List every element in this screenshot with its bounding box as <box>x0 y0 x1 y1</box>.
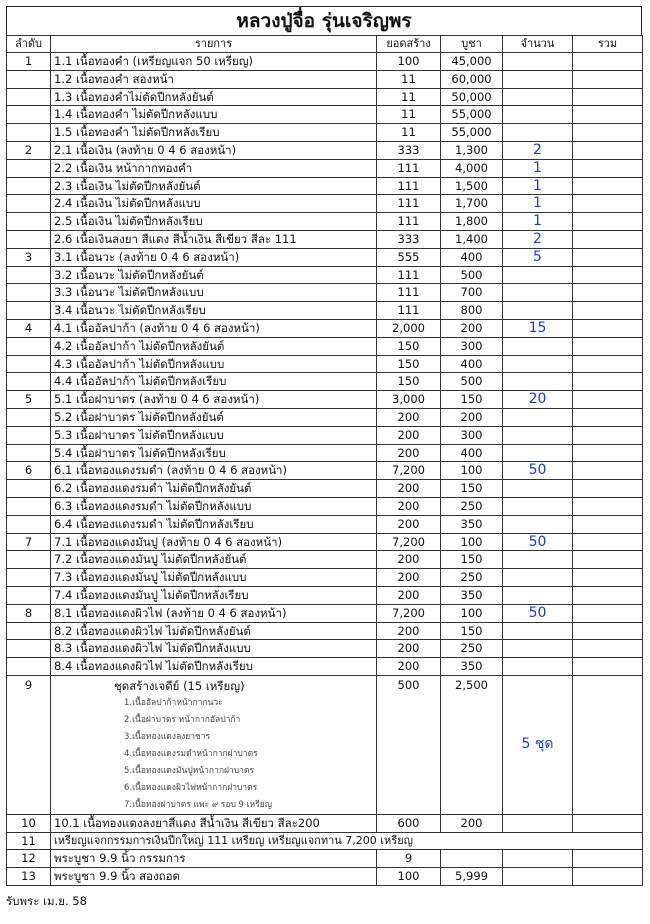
table-row <box>7 70 643 88</box>
row-no: 5 <box>7 391 51 409</box>
row-no <box>7 266 51 284</box>
row-order <box>503 622 573 640</box>
row-price: 500 <box>441 266 503 284</box>
row-qty: 200 <box>377 426 441 444</box>
table-row <box>7 373 643 391</box>
pickup-note: รับพระ เม.ย. 58 <box>6 894 87 908</box>
row-no <box>7 213 51 231</box>
table-row <box>7 106 643 124</box>
table-row <box>7 391 643 409</box>
row-qty: 7,200 <box>377 462 441 480</box>
set-item: 6.เนื้อทองแดงผิวไฟหน้ากากฝาบาตร <box>124 782 258 793</box>
row-qty: 111 <box>377 284 441 302</box>
row-no: 13 <box>7 868 51 886</box>
row-total <box>573 868 643 886</box>
row-total <box>573 497 643 515</box>
row-no <box>7 569 51 587</box>
row-qty: 200 <box>377 569 441 587</box>
row-order: 2 <box>503 141 573 159</box>
row-item: พระบูชา 9.9 นิ้ว สองถอด <box>51 868 377 886</box>
row-total <box>573 266 643 284</box>
row-no <box>7 515 51 533</box>
row-item: 2.2 เนื้อเงิน หน้ากากทองคำ <box>51 159 377 177</box>
row-total <box>573 675 643 814</box>
row-item: 6.4 เนื้อทองแดงรมดำ ไม่ตัดปีกหลังเรียบ <box>51 515 377 533</box>
row-price: 150 <box>441 480 503 498</box>
row-no: 9 <box>7 675 51 814</box>
set-item: 2.เนื้อฝาบาตร หน้ากากอัลปาก้า <box>124 714 241 725</box>
table-row <box>7 53 643 71</box>
row-item: 7.2 เนื้อทองแดงมันปู ไม่ตัดปีกหลังยันต์ <box>51 551 377 569</box>
row-no: 4 <box>7 319 51 337</box>
row-price: 700 <box>441 284 503 302</box>
row-qty: 111 <box>377 195 441 213</box>
row-item: 7.1 เนื้อทองแดงมันปู (ลงท้าย 0 4 6 สองหน้า) <box>51 533 377 551</box>
row-price: 2,500 <box>441 675 503 814</box>
row-item: 7.3 เนื้อทองแดงมันปู ไม่ตัดปีกหลังแบบ <box>51 569 377 587</box>
row-order: 1 <box>503 195 573 213</box>
row-item: 8.4 เนื้อทองแดงผิวไฟ ไม่ตัดปีกหลังเรียบ <box>51 658 377 676</box>
row-order <box>503 70 573 88</box>
header-qty: ยอดสร้าง <box>377 36 441 53</box>
table-row <box>7 622 643 640</box>
row-item: 2.5 เนื้อเงิน ไม่ตัดปีกหลังเรียบ <box>51 213 377 231</box>
row-item: 10.1 เนื้อทองแดงลงยาสีแดง สีน้ำเงิน สีเขียว สีละ200 <box>51 814 377 832</box>
row-total <box>573 850 643 868</box>
row-item: 8.3 เนื้อทองแดงผิวไฟ ไม่ตัดปีกหลังแบบ <box>51 640 377 658</box>
row-no: 11 <box>7 832 51 850</box>
row-item: 5.3 เนื้อฝาบาตร ไม่ตัดปีกหลังแบบ <box>51 426 377 444</box>
row-price: 500 <box>441 373 503 391</box>
row-qty: 11 <box>377 70 441 88</box>
header-total: รวม <box>573 36 643 53</box>
table-row <box>7 551 643 569</box>
row-qty: 200 <box>377 622 441 640</box>
table-row <box>7 319 643 337</box>
row-order <box>503 426 573 444</box>
row-qty: 150 <box>377 337 441 355</box>
row-order: 20 <box>503 391 573 409</box>
row-item: 1.2 เนื้อทองคำ สองหน้า <box>51 70 377 88</box>
row-order <box>503 850 573 868</box>
row-total <box>573 515 643 533</box>
set-item: 1.เนื้ออัลปาก้าหน้ากากนวะ <box>124 697 223 708</box>
row-order <box>503 124 573 142</box>
table-row <box>7 230 643 248</box>
row-qty: 111 <box>377 159 441 177</box>
row-price: 300 <box>441 426 503 444</box>
row-total <box>573 70 643 88</box>
row-order: 15 <box>503 319 573 337</box>
table-row <box>7 814 643 832</box>
set-item: 4.เนื้อทองแดงรมดำหน้ากากฝาบาตร <box>124 748 258 759</box>
row-price: 55,000 <box>441 124 503 142</box>
row-no: 3 <box>7 248 51 266</box>
row-qty: 600 <box>377 814 441 832</box>
row-order: 2 <box>503 230 573 248</box>
row-order: 1 <box>503 213 573 231</box>
row-total <box>573 444 643 462</box>
row-item: 8.2 เนื้อทองแดงผิวไฟ ไม่ตัดปีกหลังยันต์ <box>51 622 377 640</box>
row-qty: 111 <box>377 302 441 320</box>
row-order <box>503 569 573 587</box>
header-price: บูชา <box>441 36 503 53</box>
row-order <box>503 302 573 320</box>
row-qty: 200 <box>377 515 441 533</box>
set-item: 3.เนื้อทองแดงลงยาชาร <box>124 731 211 742</box>
row-price: 4,000 <box>441 159 503 177</box>
row-no <box>7 622 51 640</box>
row-qty: 7,200 <box>377 604 441 622</box>
header-order: จำนวน <box>503 36 573 53</box>
row-price: 50,000 <box>441 88 503 106</box>
row-price: 250 <box>441 640 503 658</box>
table-row <box>7 515 643 533</box>
row-no <box>7 355 51 373</box>
row-order <box>503 337 573 355</box>
row-item: 3.1 เนื้อนวะ (ลงท้าย 0 4 6 สองหน้า) <box>51 248 377 266</box>
row-order <box>503 373 573 391</box>
set-item: 5.เนื้อทองแดงมันปูหน้ากากฝาบาตร <box>124 765 255 776</box>
set-item: 7.เนื้อทองฝาบาตร แพะ ๙ รอบ 9 เหรียญ <box>124 799 272 810</box>
row-price: 250 <box>441 497 503 515</box>
row-no: 10 <box>7 814 51 832</box>
row-qty: 111 <box>377 266 441 284</box>
row-total <box>573 373 643 391</box>
row-price: 200 <box>441 814 503 832</box>
row-no <box>7 230 51 248</box>
row-item: 2.6 เนื้อเงินลงยา สีแดง สีน้ำเงิน สีเขียว สีละ 111 <box>51 230 377 248</box>
row-qty: 3,000 <box>377 391 441 409</box>
row-qty: 333 <box>377 141 441 159</box>
row-order <box>503 88 573 106</box>
table-row <box>7 604 643 622</box>
row-item: 1.3 เนื้อทองคำไม่ตัดปีกหลังยันต์ <box>51 88 377 106</box>
row-order <box>503 480 573 498</box>
set-items <box>51 675 377 814</box>
row-price: 5,999 <box>441 868 503 886</box>
table-body <box>7 53 643 886</box>
price-table <box>6 35 643 886</box>
row-total <box>573 177 643 195</box>
row-order <box>503 868 573 886</box>
row-item: 2.3 เนื้อเงิน ไม่ตัดปีกหลังยันต์ <box>51 177 377 195</box>
row-item: เหรียญแจกกรรมการเงินปีกใหญ่ 111 เหรียญ เหรียญแจกทาน 7,200 เหรียญ <box>51 832 643 850</box>
row-price: 45,000 <box>441 53 503 71</box>
set-row <box>7 675 643 814</box>
row-qty: 11 <box>377 124 441 142</box>
row-qty: 200 <box>377 640 441 658</box>
row-order <box>503 658 573 676</box>
row-order <box>503 266 573 284</box>
set-title: ชุดสร้างเจดีย์ (15 เหรียญ) <box>114 678 245 693</box>
row-item: 5.2 เนื้อฝาบาตร ไม่ตัดปีกหลังยันต์ <box>51 408 377 426</box>
table-row <box>7 124 643 142</box>
table-row <box>7 497 643 515</box>
row-item: 3.4 เนื้อนวะ ไม่ตัดปีกหลังเรียบ <box>51 302 377 320</box>
row-price: 800 <box>441 302 503 320</box>
row-price: 100 <box>441 604 503 622</box>
row-no <box>7 337 51 355</box>
row-order <box>503 444 573 462</box>
table-row <box>7 533 643 551</box>
row-total <box>573 604 643 622</box>
row-total <box>573 230 643 248</box>
row-no: 2 <box>7 141 51 159</box>
row-total <box>573 640 643 658</box>
row-total <box>573 391 643 409</box>
table-row <box>7 159 643 177</box>
row-no <box>7 195 51 213</box>
table-row <box>7 586 643 604</box>
row-qty: 200 <box>377 497 441 515</box>
row-total <box>573 337 643 355</box>
row-qty: 150 <box>377 355 441 373</box>
row-order <box>503 408 573 426</box>
row-order: 1 <box>503 177 573 195</box>
price-sheet <box>6 6 642 886</box>
row-order <box>503 814 573 832</box>
row-item: 6.3 เนื้อทองแดงรมดำ ไม่ตัดปีกหลังแบบ <box>51 497 377 515</box>
row-qty: 100 <box>377 868 441 886</box>
table-row <box>7 868 643 886</box>
row-qty: 9 <box>377 850 441 868</box>
row-total <box>573 302 643 320</box>
row-item: 3.2 เนื้อนวะ ไม่ตัดปีกหลังยันต์ <box>51 266 377 284</box>
row-total <box>573 551 643 569</box>
row-total <box>573 88 643 106</box>
row-total <box>573 355 643 373</box>
row-order: 50 <box>503 604 573 622</box>
row-item: 2.1 เนื้อเงิน (ลงท้าย 0 4 6 สองหน้า) <box>51 141 377 159</box>
header-row <box>7 36 643 53</box>
row-total <box>573 319 643 337</box>
row-order <box>503 355 573 373</box>
row-total <box>573 248 643 266</box>
row-price: 55,000 <box>441 106 503 124</box>
row-price: 250 <box>441 569 503 587</box>
row-price: 1,700 <box>441 195 503 213</box>
row-price: 350 <box>441 515 503 533</box>
row-qty: 150 <box>377 373 441 391</box>
table-row <box>7 284 643 302</box>
row-no <box>7 640 51 658</box>
row-price: 150 <box>441 391 503 409</box>
row-order <box>503 640 573 658</box>
row-no <box>7 106 51 124</box>
row-no <box>7 586 51 604</box>
row-total <box>573 658 643 676</box>
row-order: 50 <box>503 462 573 480</box>
row-order <box>503 53 573 71</box>
row-total <box>573 284 643 302</box>
row-qty: 111 <box>377 213 441 231</box>
row-item: 7.4 เนื้อทองแดงมันปู ไม่ตัดปีกหลังเรียบ <box>51 586 377 604</box>
row-qty: 111 <box>377 177 441 195</box>
row-total <box>573 586 643 604</box>
row-no <box>7 551 51 569</box>
row-order <box>503 515 573 533</box>
row-item: 1.5 เนื้อทองคำ ไม่ตัดปีกหลังเรียบ <box>51 124 377 142</box>
row-price: 200 <box>441 319 503 337</box>
table-row <box>7 213 643 231</box>
table-row <box>7 88 643 106</box>
table-row <box>7 480 643 498</box>
row-order: 50 <box>503 533 573 551</box>
row-qty: 555 <box>377 248 441 266</box>
row-total <box>573 462 643 480</box>
row-no <box>7 302 51 320</box>
row-no <box>7 408 51 426</box>
row-price: 1,500 <box>441 177 503 195</box>
row-no: 6 <box>7 462 51 480</box>
row-no: 8 <box>7 604 51 622</box>
table-row <box>7 141 643 159</box>
row-order <box>503 284 573 302</box>
row-price: 150 <box>441 551 503 569</box>
row-no <box>7 480 51 498</box>
row-item: 6.2 เนื้อทองแดงรมดำ ไม่ตัดปีกหลังยันต์ <box>51 480 377 498</box>
table-row <box>7 302 643 320</box>
row-total <box>573 53 643 71</box>
header-no: ลำดับ <box>7 36 51 53</box>
row-total <box>573 622 643 640</box>
row-total <box>573 124 643 142</box>
row-total <box>573 141 643 159</box>
row-no <box>7 284 51 302</box>
row-item: 6.1 เนื้อทองแดงรมดำ (ลงท้าย 0 4 6 สองหน้า) <box>51 462 377 480</box>
row-no: 7 <box>7 533 51 551</box>
row-qty: 200 <box>377 551 441 569</box>
row-order <box>503 586 573 604</box>
table-row <box>7 462 643 480</box>
table-row <box>7 408 643 426</box>
header-item: รายการ <box>51 36 377 53</box>
row-item: 3.3 เนื้อนวะ ไม่ตัดปีกหลังแบบ <box>51 284 377 302</box>
table-row <box>7 355 643 373</box>
sheet-title: หลวงปู่จื่อ รุ่นเจริญพร <box>6 6 642 35</box>
table-row <box>7 658 643 676</box>
row-qty: 200 <box>377 586 441 604</box>
row-qty: 500 <box>377 675 441 814</box>
row-item: 4.2 เนื้ออัลปาก้า ไม่ตัดปีกหลังยันต์ <box>51 337 377 355</box>
row-no <box>7 159 51 177</box>
row-price: 100 <box>441 533 503 551</box>
row-no <box>7 70 51 88</box>
row-order: 5 ชุด <box>503 675 573 814</box>
row-no <box>7 497 51 515</box>
row-order: 5 <box>503 248 573 266</box>
table-row <box>7 266 643 284</box>
row-price: 400 <box>441 444 503 462</box>
row-order <box>503 551 573 569</box>
row-price: 400 <box>441 355 503 373</box>
table-row <box>7 177 643 195</box>
table-row <box>7 850 643 868</box>
row-qty: 11 <box>377 106 441 124</box>
row-total <box>573 480 643 498</box>
row-no: 12 <box>7 850 51 868</box>
row-qty: 200 <box>377 658 441 676</box>
row-qty: 200 <box>377 444 441 462</box>
row-total <box>573 814 643 832</box>
row-total <box>573 159 643 177</box>
row-total <box>573 213 643 231</box>
table-row <box>7 248 643 266</box>
row-no <box>7 444 51 462</box>
row-order: 1 <box>503 159 573 177</box>
row-total <box>573 195 643 213</box>
row-qty: 100 <box>377 53 441 71</box>
row-no: 1 <box>7 53 51 71</box>
row-item: 4.1 เนื้ออัลปาก้า (ลงท้าย 0 4 6 สองหน้า) <box>51 319 377 337</box>
row-price: 1,400 <box>441 230 503 248</box>
row-price: 100 <box>441 462 503 480</box>
table-row <box>7 640 643 658</box>
row-price: 150 <box>441 622 503 640</box>
table-row <box>7 195 643 213</box>
row-price: 200 <box>441 408 503 426</box>
row-item: 5.1 เนื้อฝาบาตร (ลงท้าย 0 4 6 สองหน้า) <box>51 391 377 409</box>
row-price: 60,000 <box>441 70 503 88</box>
row-item: พระบูชา 9.9 นิ้ว กรรมการ <box>51 850 377 868</box>
row-price: 350 <box>441 658 503 676</box>
row-item: 8.1 เนื้อทองแดงผิวไฟ (ลงท้าย 0 4 6 สองหน้า) <box>51 604 377 622</box>
row-no <box>7 373 51 391</box>
table-row <box>7 337 643 355</box>
row-qty: 200 <box>377 480 441 498</box>
row-item: 4.4 เนื้ออัลปาก้า ไม่ตัดปีกหลังเรียบ <box>51 373 377 391</box>
row-price: 1,300 <box>441 141 503 159</box>
row-qty: 11 <box>377 88 441 106</box>
row-no <box>7 177 51 195</box>
row-qty: 200 <box>377 408 441 426</box>
row-price: 350 <box>441 586 503 604</box>
table-row <box>7 444 643 462</box>
row-price <box>441 850 503 868</box>
row-no <box>7 88 51 106</box>
row-item: 1.4 เนื้อทองคำ ไม่ตัดปีกหลังแบบ <box>51 106 377 124</box>
row-total <box>573 426 643 444</box>
row-price: 400 <box>441 248 503 266</box>
table-row <box>7 569 643 587</box>
row-price: 300 <box>441 337 503 355</box>
row-item: 5.4 เนื้อฝาบาตร ไม่ตัดปีกหลังเรียบ <box>51 444 377 462</box>
row-total <box>573 408 643 426</box>
row-total <box>573 533 643 551</box>
table-row <box>7 426 643 444</box>
row-total <box>573 106 643 124</box>
row-no <box>7 124 51 142</box>
row-price: 1,800 <box>441 213 503 231</box>
row-qty: 333 <box>377 230 441 248</box>
row-item: 1.1 เนื้อทองคำ (เหรียญแจก 50 เหรียญ) <box>51 53 377 71</box>
row-no <box>7 426 51 444</box>
row-item: 2.4 เนื้อเงิน ไม่ตัดปีกหลังแบบ <box>51 195 377 213</box>
row-order <box>503 497 573 515</box>
table-row <box>7 832 643 850</box>
row-qty: 2,000 <box>377 319 441 337</box>
row-no <box>7 658 51 676</box>
row-qty: 7,200 <box>377 533 441 551</box>
row-total <box>573 569 643 587</box>
row-order <box>503 106 573 124</box>
row-item: 4.3 เนื้ออัลปาก้า ไม่ตัดปีกหลังแบบ <box>51 355 377 373</box>
